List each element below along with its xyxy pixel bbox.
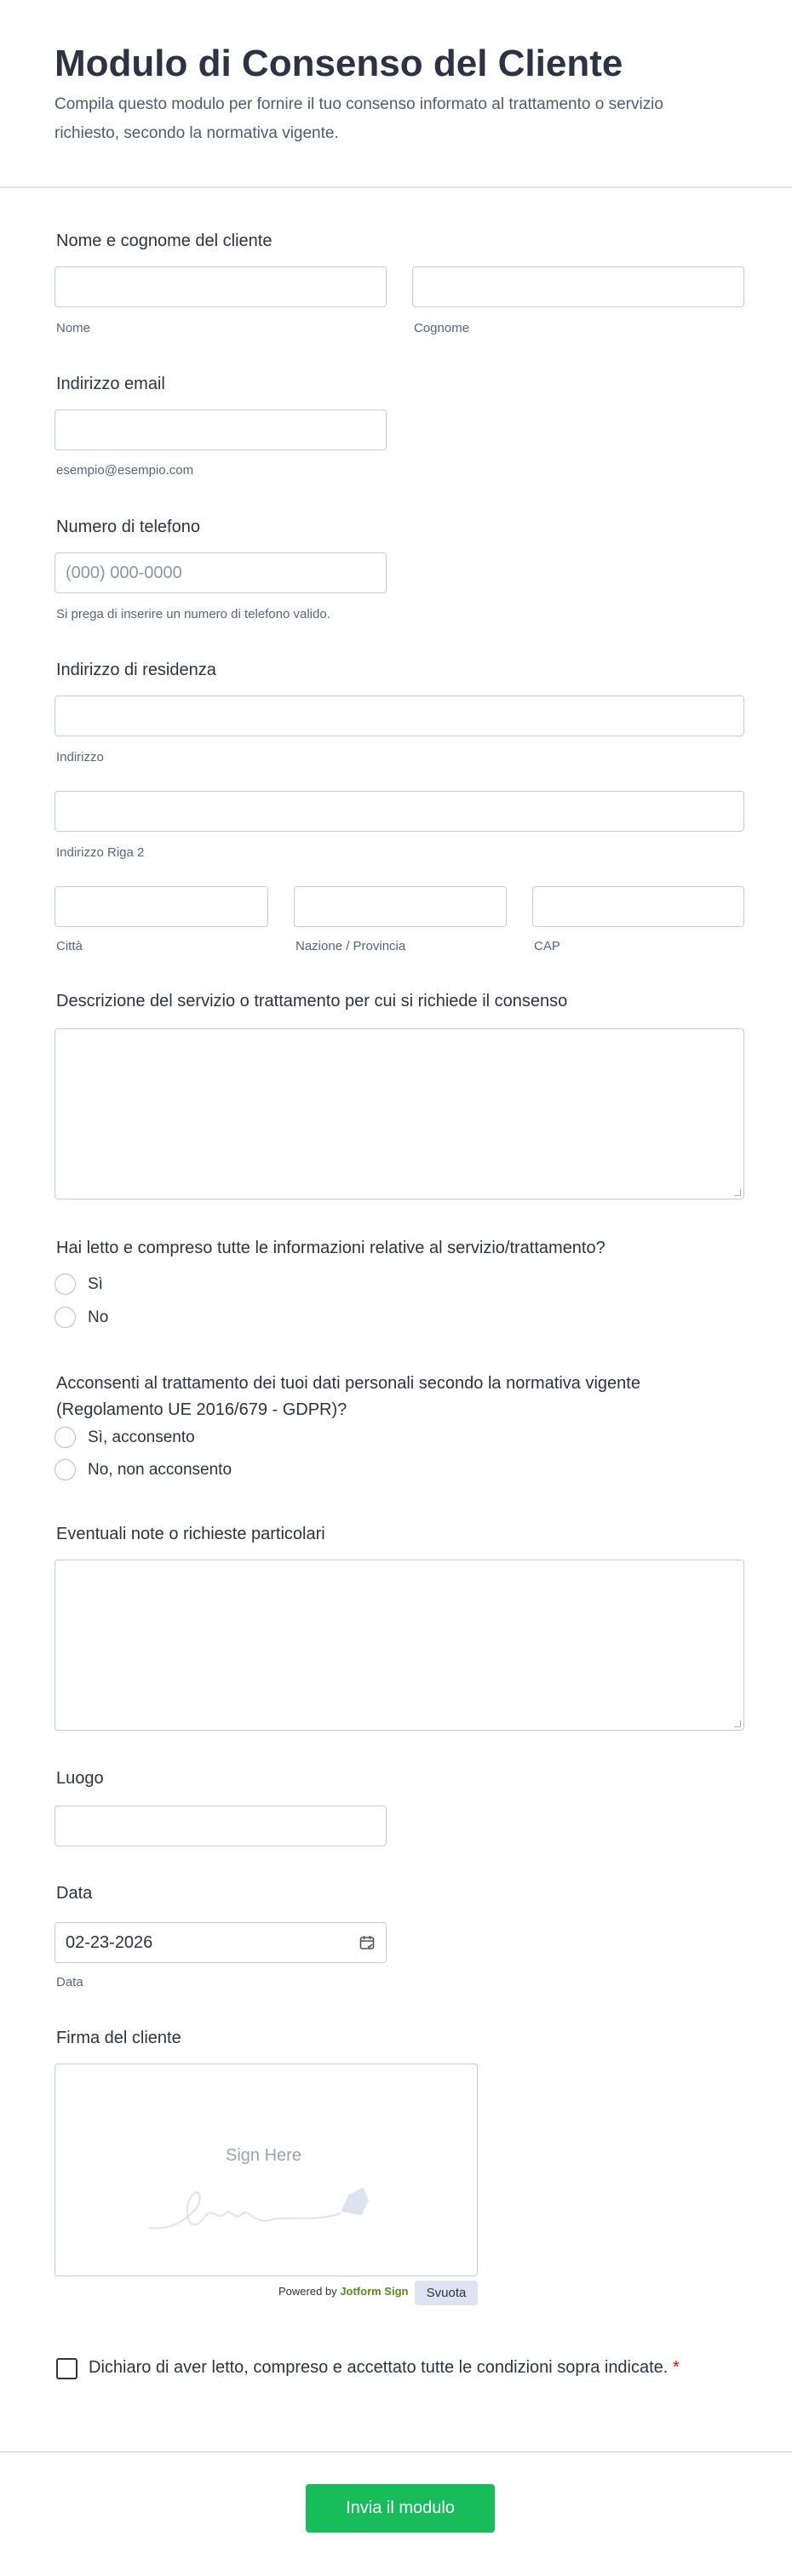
- last-name-input[interactable]: [412, 266, 744, 307]
- radio-icon[interactable]: [55, 1459, 76, 1480]
- q1-label: Hai letto e compreso tutte le informazioni relative al servizio/trattamento?: [56, 1239, 605, 1257]
- resize-handle-icon[interactable]: [734, 1189, 741, 1196]
- phone-label: Numero di telefono: [56, 518, 200, 536]
- address-line1-input[interactable]: [55, 696, 744, 736]
- q1-option-no[interactable]: [55, 1307, 108, 1328]
- name-label: Nome e cognome del cliente: [56, 232, 273, 250]
- email-label: Indirizzo email: [56, 375, 165, 393]
- resize-handle-icon[interactable]: [734, 1720, 741, 1727]
- radio-icon[interactable]: [55, 1307, 76, 1328]
- city-input[interactable]: [55, 886, 268, 927]
- option-label: No, non acconsento: [88, 1460, 232, 1479]
- state-input[interactable]: [294, 886, 507, 927]
- signature-squiggle-icon: [145, 2175, 392, 2243]
- radio-icon[interactable]: [55, 1274, 76, 1295]
- email-input[interactable]: [55, 409, 387, 450]
- phone-input[interactable]: [55, 552, 387, 593]
- signature-label: Firma del cliente: [56, 2029, 181, 2047]
- agree-text: Dichiaro di aver letto, compreso e accettato tutte le condizioni sopra indicate.: [89, 2358, 669, 2377]
- description-textarea[interactable]: [55, 1028, 744, 1199]
- zip-input[interactable]: [532, 886, 744, 927]
- submit-button[interactable]: Invia il modulo: [306, 2484, 495, 2533]
- zip-sublabel: CAP: [534, 939, 560, 953]
- notes-textarea[interactable]: [55, 1560, 744, 1731]
- first-name-sublabel: Nome: [56, 321, 91, 335]
- q1-option-yes[interactable]: [55, 1274, 103, 1295]
- calendar-icon[interactable]: [359, 1934, 376, 1951]
- address-line1-sublabel: Indirizzo: [56, 750, 104, 764]
- divider: [0, 186, 792, 188]
- q2-label: Acconsenti al trattamento dei tuoi dati personali secondo la normativa vigente (Regolamento UE 2016/679 - GDPR)?: [56, 1374, 640, 1419]
- place-label: Luogo: [56, 1769, 104, 1788]
- option-label: No: [88, 1308, 109, 1326]
- description-label: Descrizione del servizio o trattamento per cui si richiede il consenso: [56, 992, 568, 1010]
- state-sublabel: Nazione / Provincia: [296, 939, 406, 953]
- email-sublabel: esempio@esempio.com: [56, 463, 194, 478]
- q2-option-no[interactable]: [55, 1459, 232, 1480]
- phone-placeholder: (000) 000-0000: [66, 563, 182, 582]
- address-line2-sublabel: Indirizzo Riga 2: [56, 845, 145, 860]
- date-label: Data: [56, 1884, 93, 1903]
- place-input[interactable]: [55, 1806, 387, 1846]
- jotform-sign-link[interactable]: Jotform Sign: [340, 2285, 409, 2298]
- sign-here-placeholder: Sign Here: [226, 2146, 301, 2165]
- powered-by: [278, 2285, 408, 2298]
- last-name-sublabel: Cognome: [414, 321, 470, 335]
- address-label: Indirizzo di residenza: [56, 661, 216, 679]
- option-label: Sì: [88, 1274, 103, 1293]
- page-title: Modulo di Consenso del Cliente: [55, 43, 623, 84]
- city-sublabel: Città: [56, 939, 83, 953]
- signature-pad[interactable]: [55, 2064, 478, 2276]
- date-sublabel: Data: [56, 1975, 83, 1989]
- divider: [0, 2451, 792, 2453]
- first-name-input[interactable]: [55, 266, 387, 307]
- required-asterisk: *: [672, 2358, 680, 2377]
- address-line2-input[interactable]: [55, 791, 744, 832]
- option-label: Sì, acconsento: [88, 1428, 195, 1446]
- q2-option-yes[interactable]: [55, 1427, 195, 1448]
- agree-label: [55, 2355, 685, 2381]
- notes-label: Eventuali note o richieste particolari: [56, 1525, 325, 1543]
- date-input[interactable]: [55, 1922, 387, 1963]
- page-subtitle: Compila questo modulo per fornire il tuo consenso informato al trattamento o servizio richiesto, secondo la normativa vigente.: [55, 95, 663, 142]
- powered-by-text: Powered by: [278, 2285, 337, 2298]
- clear-signature-button[interactable]: Svuota: [415, 2281, 478, 2305]
- radio-icon[interactable]: [55, 1427, 76, 1448]
- phone-sublabel: Si prega di inserire un numero di telefono valido.: [56, 607, 330, 621]
- date-value: 02-23-2026: [66, 1932, 153, 1952]
